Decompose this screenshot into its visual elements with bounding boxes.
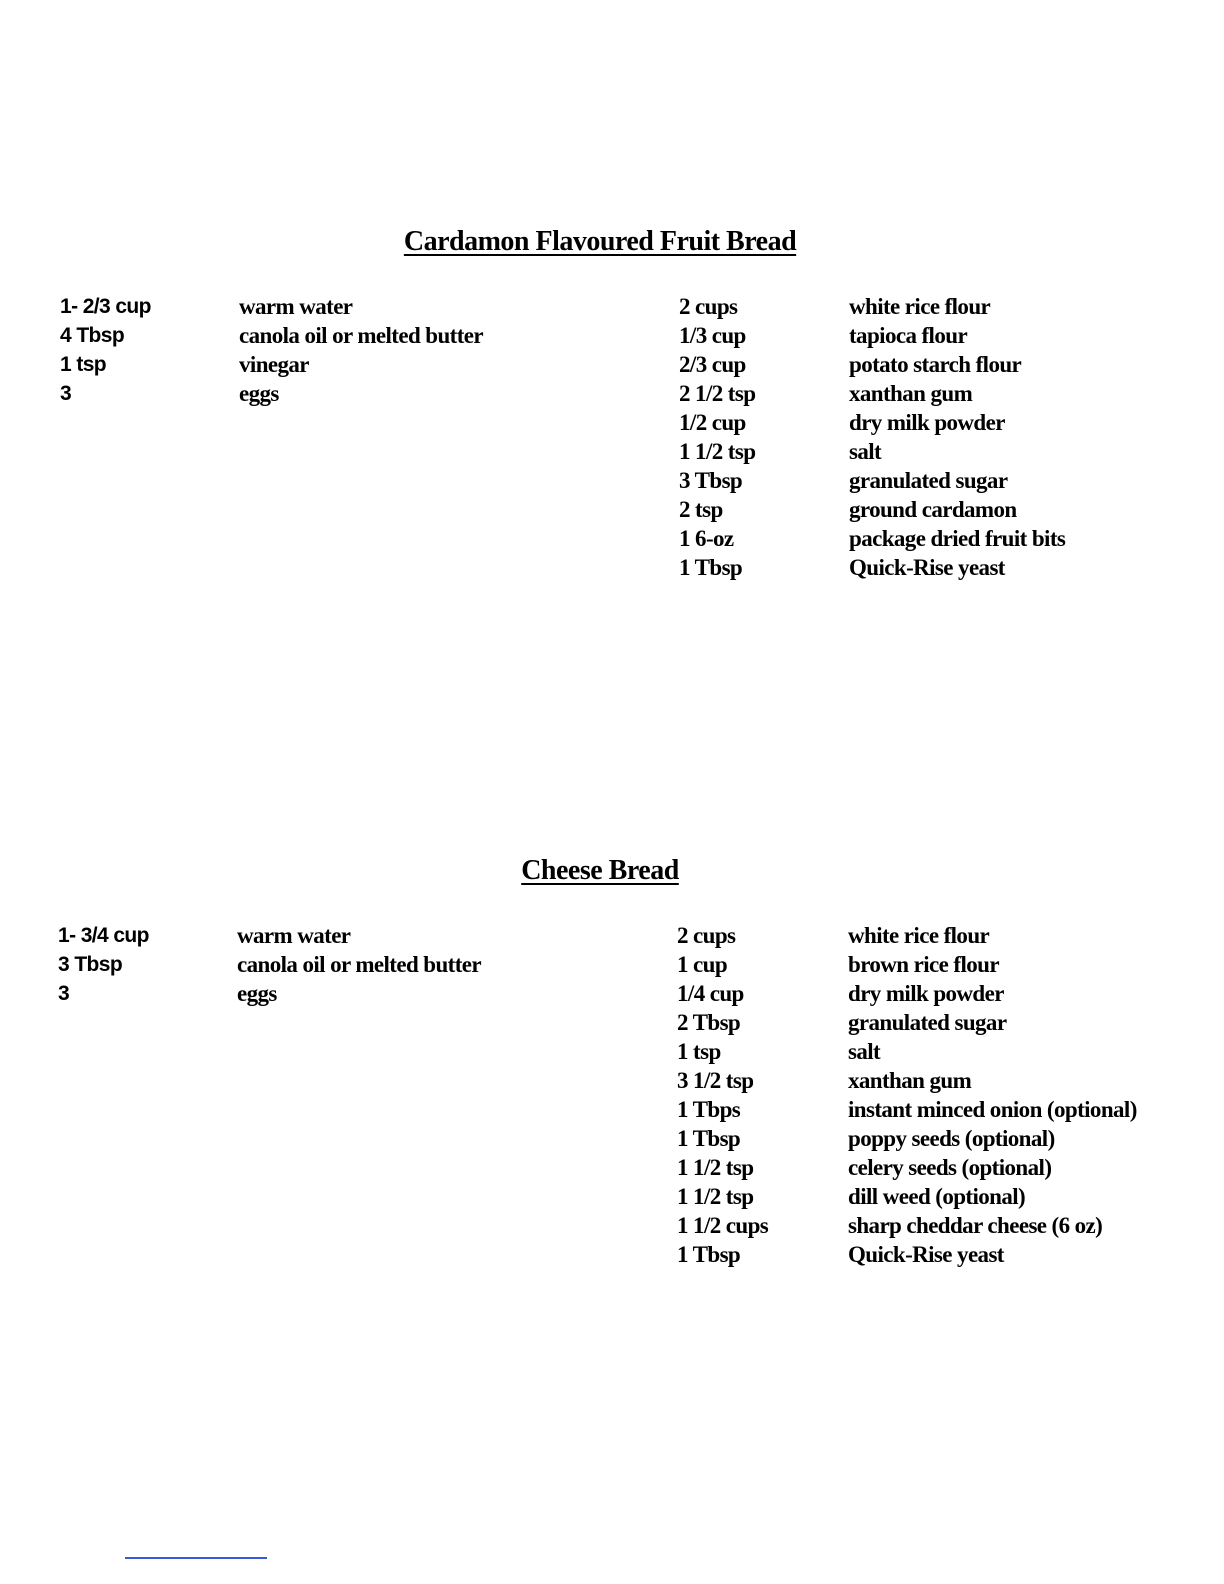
dry-ingredient: granulated sugar [848, 1010, 1007, 1035]
wet-quantities [60, 292, 151, 408]
dry-quantity: 2/3 cup [679, 352, 746, 377]
dry-quantity: 1 tsp [677, 1039, 721, 1064]
wet-ingredients [237, 921, 481, 1008]
dry-quantity: 1 cup [677, 952, 728, 977]
dry-quantities [679, 292, 755, 582]
wet-quantities [58, 921, 149, 1008]
dry-ingredient: tapioca flour [849, 323, 968, 348]
wet-ingredient: canola oil or melted butter [237, 952, 481, 977]
dry-quantity: 1 Tbps [677, 1097, 741, 1122]
dry-quantity: 2 cups [677, 923, 736, 948]
dry-quantity: 1 1/2 tsp [677, 1155, 754, 1180]
dry-ingredient: celery seeds (optional) [848, 1155, 1052, 1180]
dry-quantity: 1 6-oz [679, 526, 734, 551]
dry-ingredient: potato starch flour [849, 352, 1022, 377]
dry-quantity: 1/2 cup [679, 410, 746, 435]
wet-ingredients [239, 292, 483, 408]
dry-ingredient: Quick-Rise yeast [848, 1242, 1004, 1267]
wet-quantity: 3 Tbsp [58, 953, 123, 976]
dry-ingredient: brown rice flour [848, 952, 999, 977]
dry-ingredients [849, 292, 1065, 582]
dry-quantity: 1 Tbsp [677, 1242, 741, 1267]
wet-quantity: 1 tsp [60, 353, 107, 376]
dry-quantity: 1 1/2 tsp [677, 1184, 754, 1209]
wet-ingredient: warm water [239, 294, 353, 319]
dry-ingredient: white rice flour [848, 923, 990, 948]
dry-ingredient: xanthan gum [849, 381, 973, 406]
dry-ingredient: ground cardamon [849, 497, 1017, 522]
wet-quantity: 1- 2/3 cup [60, 295, 151, 318]
dry-ingredient: package dried fruit bits [849, 526, 1066, 551]
dry-ingredient: poppy seeds (optional) [848, 1126, 1055, 1151]
dry-ingredients [848, 921, 1137, 1269]
wet-quantity: 3 [58, 982, 70, 1005]
dry-quantity: 2 cups [679, 294, 738, 319]
dry-quantity: 2 1/2 tsp [679, 381, 756, 406]
dry-quantity: 2 tsp [679, 497, 723, 522]
dry-ingredient: xanthan gum [848, 1068, 972, 1093]
wet-ingredient: eggs [239, 381, 279, 406]
wet-ingredient: warm water [237, 923, 351, 948]
dry-quantity: 1 1/2 cups [677, 1213, 769, 1238]
dry-ingredient: dill weed (optional) [848, 1184, 1026, 1209]
dry-quantities [677, 921, 768, 1269]
wet-quantity: 3 [60, 382, 72, 405]
dry-ingredient: white rice flour [849, 294, 991, 319]
dry-quantity: 1/3 cup [679, 323, 746, 348]
wet-ingredient: eggs [237, 981, 277, 1006]
wet-quantity: 4 Tbsp [60, 324, 125, 347]
dry-quantity: 2 Tbsp [677, 1010, 741, 1035]
dry-quantity: 1/4 cup [677, 981, 744, 1006]
dry-ingredient: granulated sugar [849, 468, 1008, 493]
dry-quantity: 1 Tbsp [677, 1126, 741, 1151]
dry-quantity: 1 1/2 tsp [679, 439, 756, 464]
dry-ingredient: salt [848, 1039, 881, 1064]
dry-ingredient: Quick-Rise yeast [849, 555, 1005, 580]
dry-ingredient: sharp cheddar cheese (6 oz) [848, 1213, 1103, 1238]
recipe-title: Cardamon Flavoured Fruit Bread [403, 226, 797, 257]
wet-quantity: 1- 3/4 cup [58, 924, 149, 947]
wet-ingredient: canola oil or melted butter [239, 323, 483, 348]
dry-ingredient: dry milk powder [848, 981, 1004, 1006]
dry-quantity: 1 Tbsp [679, 555, 743, 580]
dry-ingredient: salt [849, 439, 882, 464]
dry-ingredient: instant minced onion (optional) [848, 1097, 1137, 1122]
footer-divider [125, 1557, 267, 1559]
dry-quantity: 3 1/2 tsp [677, 1068, 754, 1093]
recipe-title: Cheese Bread [521, 855, 679, 886]
dry-quantity: 3 Tbsp [679, 468, 743, 493]
wet-ingredient: vinegar [239, 352, 309, 377]
dry-ingredient: dry milk powder [849, 410, 1005, 435]
